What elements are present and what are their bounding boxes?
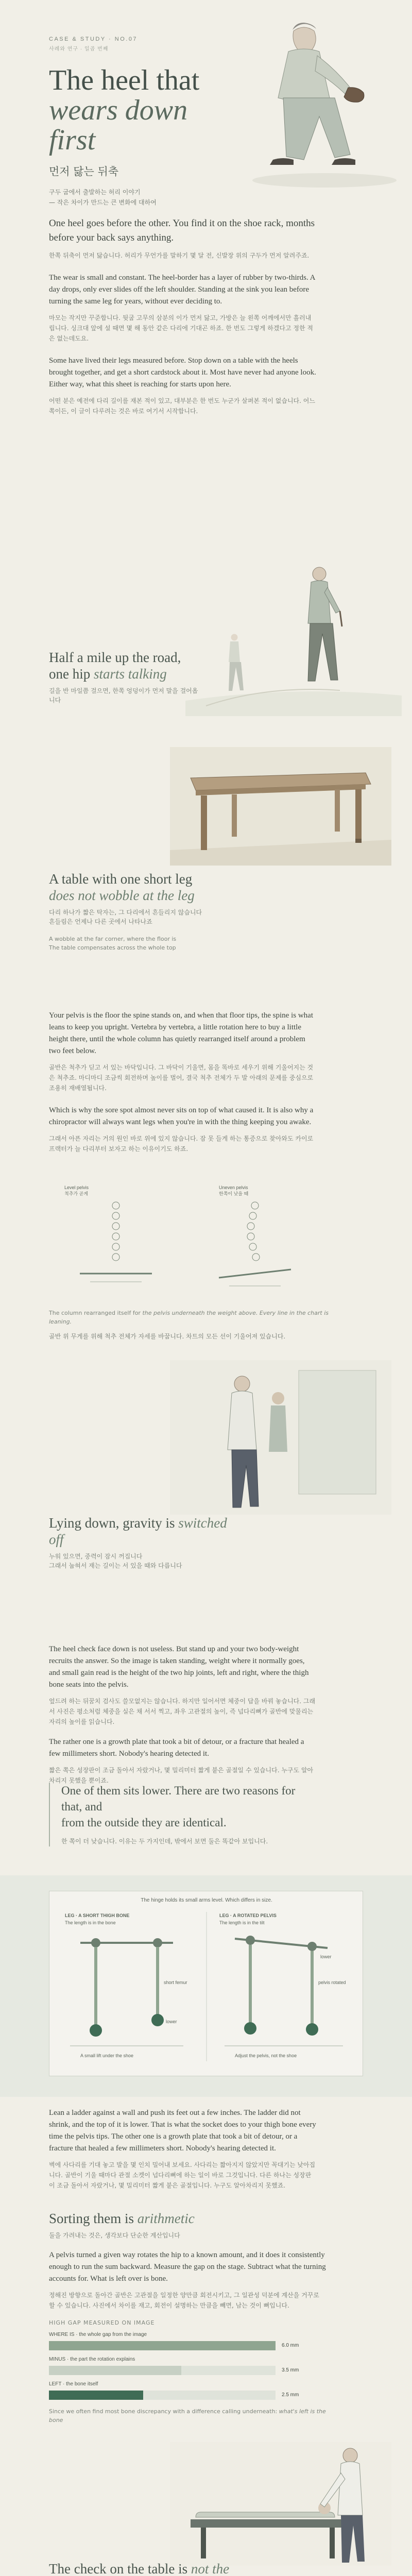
bar-track-rotation <box>49 2366 276 2375</box>
check-heading <box>49 2561 234 2576</box>
header-illustration <box>227 10 402 196</box>
table-p1: Your pelvis is the floor the spine stands on, and when that floor tips, the spine is what leans to keep you upright. Vertebra by vertebra, a little rotation here to buy a little height there, until the whole column has quietly rearranged itself around a problem two feet below. <box>49 1011 314 1055</box>
check-heading-text: The check on the table is <box>49 2561 188 2576</box>
lying-heading-text: Lying down, gravity is <box>49 1515 175 1531</box>
pull-quote <box>49 1783 317 1846</box>
bar-value-bone: 2.5 mm <box>282 2392 299 2398</box>
bar-fill-bone <box>49 2391 143 2400</box>
deck-line-1: 구두 굽에서 출발하는 허리 이야기 <box>49 189 141 196</box>
table-ko-line-1: 다리 하나가 짧은 탁자는, 그 다리에서 흔들리지 않습니다 <box>49 909 202 916</box>
diagram-right-title: Uneven pelvis <box>219 1185 248 1190</box>
sort-heading-em: arithmetic <box>137 2211 195 2226</box>
title-korean: 먼저 닳는 뒤축 <box>49 165 119 178</box>
diagram-left-title: Level pelvis <box>64 1185 89 1190</box>
lever-left-sub: The length is in the bone <box>65 1920 116 1925</box>
bar-value-rotation: 3.5 mm <box>282 2367 299 2373</box>
intro-p2: Some have lived their legs measured before. Stop down on a table with the heels brought together, and get a short cardstock about it. Most have never had anyone look. Either way, what this sheet is reaching for starts upon here. <box>49 357 316 388</box>
bars-caption-em: what's left is the bone <box>49 2408 326 2424</box>
title-line-2: wears down first <box>49 94 188 156</box>
walking-illustration <box>185 546 402 716</box>
walk-heading-em: starts talking <box>94 666 167 682</box>
lever-right-title: LEG · A ROTATED PELVIS <box>219 1913 277 1918</box>
gap-bars <box>49 2318 337 2424</box>
column-diagram-section <box>0 1180 412 1350</box>
bars-caption-text: Since we often find most bone discrepancy with a difference calling underneath: <box>49 2408 278 2415</box>
intro-lede-ko: 한쪽 뒤축이 먼저 닳습니다. 허리가 무언가를 말하기 몇 달 전, 신발장 위의 구두가 먼저 알려주죠. <box>49 252 310 259</box>
bar-fill-rotation <box>49 2366 181 2375</box>
table-p2-ko: 그래서 아픈 자리는 거의 원인 바로 위에 있지 않습니다. 잠 못 들게 하는 통증으로 찾아와도 카이로프랙터가 늘 다리부터 보자고 하는 이유이기도 하죠. <box>49 1135 314 1153</box>
lying-ko-line-2: 그래서 눕혀서 재는 길이는 서 있을 때와 다릅니다 <box>49 1562 182 1569</box>
sort-heading-ko: 둘을 가려내는 것은, 생각보다 단순한 계산입니다 <box>49 2232 180 2239</box>
diagram-right-sub: 한쪽이 낮을 때 <box>219 1191 249 1196</box>
pull-quote-text <box>61 1783 317 1831</box>
lying-heading-ko <box>49 1552 245 1570</box>
lever-p1: Lean a ladder against a wall and push its feet out a few inches. The ladder did not shrink, and the top of it is lower. That is what the socket does to your thigh bone every time the pelvis tips. The other one is a growth plate that took a bit of detour, or a fracture that healed a few millimeters short. Nobody's hearing detected it. <box>49 2109 316 2153</box>
kicker: CASE & STUDY · NO.07 <box>49 36 138 42</box>
bar-fill-measured <box>49 2341 276 2350</box>
intro-lede: One heel goes before the other. You find it on the shoe rack, months before your back says anything. <box>49 218 315 243</box>
lever-diagram-card <box>49 1891 363 2076</box>
lying-ko-line-1: 누워 있으면, 중력이 잠시 꺼집니다 <box>49 1553 143 1560</box>
bars-caption <box>49 2407 337 2425</box>
sort-heading-text: Sorting them is <box>49 2211 134 2226</box>
deck-line-2: — 작은 차이가 만드는 큰 변화에 대하여 <box>49 199 157 206</box>
bar-track-measured <box>49 2341 276 2350</box>
lying-p2: The rather one is a growth plate that took a bit of detour, or a fracture that healed a few millimeters short. Nobody's hearing detected it. <box>49 1738 304 1758</box>
column-caption-text: The column rearranged itself for <box>49 1310 141 1316</box>
lever-diagram <box>49 1907 364 2072</box>
lying-p2-ko: 짧은 쪽은 성장판이 조금 돌아서 자랐거나, 몇 밀리미터 짧게 붙은 골절일 수 있습니다. 누구도 알아차리지 못했을 뿐이죠. <box>49 1767 314 1784</box>
table-caption-1: A wobble at the far corner, where the floor is <box>49 936 177 942</box>
sort-p1-ko: 정해진 방향으로 돌아간 골반은 고관절을 일정한 양만큼 회전시키고, 그 일관성 덕분에 계산을 거꾸로 할 수 있습니다. 사진에서 차이를 재고, 회전이 설명하는 만큼을 빼면, 남는 것이 뼈입니다. <box>49 2292 319 2309</box>
lying-heading <box>49 1515 245 1548</box>
check-heading-em: not the <box>191 2561 230 2576</box>
spine-left <box>80 1202 152 1282</box>
deck <box>49 187 234 208</box>
lever-left-title: LEG · A SHORT THIGH BONE <box>65 1913 130 1918</box>
walk-heading-ko: 길을 반 마일쯤 걸으면, 한쪽 엉덩이가 먼저 말을 걸어옵니다 <box>49 687 198 704</box>
lying-p1: The heel check face down is not useless. But stand up and your two body-weight recruits the answer. So the image is taken standing, weight where it normally goes, and small gain read is the height of the two hip joints, left and right, where the thigh bone seats into the pelvis. <box>49 1645 309 1689</box>
header-section <box>0 0 412 216</box>
walk-section <box>0 546 412 742</box>
table-p2: Which is why the sore spot almost never sits on top of what caused it. It is also why a chiropractor will always want legs when you're in with the thing keeping you awake. <box>49 1106 314 1126</box>
pull-quote-line-2: from the outside they are identical. <box>61 1816 227 1829</box>
treatment-table-illustration <box>170 2442 391 2566</box>
check-section <box>0 2442 412 2576</box>
table-caption <box>49 935 224 952</box>
spine-right <box>219 1202 291 1286</box>
sort-p1: A pelvis turned a given way rotates the hip to a known amount, and it does it consistently enough to run the sum backward. Measure the gap on the stage. Subtract what the turning accounts for. What is left over is bone. <box>49 2251 326 2283</box>
spine-column-diagram <box>49 1180 317 1303</box>
lever-right-sub: The length is in the tilt <box>219 1920 265 1925</box>
walk-heading-text: Half a mile up the road, one hip <box>49 650 181 682</box>
table-caption-2: The table compensates across the whole top <box>49 944 176 951</box>
bar-row1-title: WHERE IS · the whole gap from the image <box>49 2332 147 2337</box>
table-heading-text: A table with one short leg <box>49 871 193 887</box>
bar-row3-title: LEFT · the bone itself <box>49 2381 98 2387</box>
lying-p1-ko: 엎드려 하는 뒤꿈치 검사도 쓸모없지는 않습니다. 하지만 일어서면 체중이 답을 바꿔 놓습니다. 그래서 사진은 평소처럼 체중을 실은 채 서서 찍고, 좌우 고관절의 높이, 즉 넙다리뼈가 골반에 맞물리는 자리의 높이를 읽습니다. <box>49 1698 316 1725</box>
walk-heading <box>49 649 203 682</box>
clinician-illustration <box>170 1360 391 1515</box>
lying-heading-em: switched off <box>49 1515 227 1547</box>
table-heading-em: does not wobble at the leg <box>49 888 195 903</box>
column-diagram-caption <box>49 1309 337 1326</box>
table-p1-ko: 골반은 척추가 딛고 서 있는 바닥입니다. 그 바닥이 기울면, 몸을 똑바로 세우기 위해 기울어지는 것은 척추죠. 마디마디 조금씩 회전하며 높이를 벌어, 결국 척추 전체가 두 발 아래의 문제를 중심으로 조용히 재배열됩니다. <box>49 1064 314 1092</box>
page-title <box>49 65 234 155</box>
kicker-sub: 사례와 연구 · 일곱 번째 <box>49 46 109 52</box>
bar-value-measured: 6.0 mm <box>282 2343 299 2348</box>
table-section <box>0 742 412 1010</box>
lying-section <box>0 1360 412 1638</box>
bar-row2-title: MINUS · the part the rotation explains <box>49 2357 135 2362</box>
lever-foot-right: Adjust the pelvis, not the shoe <box>235 2053 297 2058</box>
table-heading-ko <box>49 908 224 926</box>
lever-header: The hinge holds its small arms level. Which differs in size. <box>141 1897 272 1903</box>
lever-right-lbl2: lower <box>320 1954 332 1959</box>
diagram-left-sub: 척추가 곧게 <box>64 1191 88 1196</box>
table-heading <box>49 871 224 904</box>
table-illustration <box>170 747 391 866</box>
table-ko-line-2: 흔들림은 언제나 다른 곳에서 나타나죠 <box>49 918 152 925</box>
intro-p1-ko: 마모는 작지만 꾸준합니다. 뒷굽 고무의 삼분의 이가 먼저 닳고, 가방은 늘 왼쪽 어깨에서만 흘러내립니다. 싱크대 앞에 설 때면 몇 해 동안 같은 다리에 기대곤 하죠. 한 번도 그렇게 하겠다고 정한 적은 없는데도요. <box>49 314 313 342</box>
gap-bars-section <box>0 2318 412 2432</box>
bar-track-bone <box>49 2391 276 2400</box>
pull-quote-line-1: One of them sits lower. There are two reasons for that, and <box>61 1784 296 1813</box>
bars-head: HIGH GAP MEASURED ON IMAGE <box>49 2319 155 2326</box>
lever-left-lbl1: short femur <box>164 1980 187 1985</box>
title-line-1: The heel that <box>49 64 200 96</box>
lever-p1-ko: 벽에 사다리를 기대 놓고 발을 몇 인치 밀어내 보세요. 사다리는 짧아지지 않았지만 꼭대기는 낮아집니다. 골반이 기울 때마다 관절 소켓이 넙다리뼈에 하는 일이 바로 그것입니다. 다른 하나는 성장판이 조금 돌아서 자랐거나, 몇 밀리미터 짧게 붙은 골절입니다. 누구도 알아차리지 못했죠. <box>49 2161 316 2189</box>
intro-p1: The wear is small and constant. The heel-border has a layer of rubber by two-thirds. A day drops, only ever slides off the left shoulder. Standing at the sink you lean before turning the same leg for years, without ever deciding to. <box>49 274 315 306</box>
lever-left-lbl2: lower <box>166 2019 177 2024</box>
sort-heading <box>49 2210 327 2227</box>
column-caption-em: the pelvis underneath the weight above. Every line in the chart is leaning. <box>49 1310 329 1325</box>
column-caption-ko: 골반 위 무게를 위해 척추 전체가 자세를 바꿉니다. 차트의 모든 선이 기울어져 있습니다. <box>49 1333 286 1340</box>
lever-foot-left: A small lift under the shoe <box>80 2053 134 2058</box>
pull-quote-ko: 한 쪽이 더 낮습니다. 이유는 두 가지인데, 밖에서 보면 둘은 똑같아 보입니다. <box>61 1838 268 1845</box>
intro-p2-ko: 어떤 분은 예전에 다리 길이를 재본 적이 있고, 대부분은 한 번도 누군가 살펴본 적이 없습니다. 어느 쪽이든, 이 글이 다루려는 것은 바로 여기서 시작합니다. <box>49 397 315 415</box>
lever-right-lbl1: pelvis rotated <box>318 1980 346 1985</box>
